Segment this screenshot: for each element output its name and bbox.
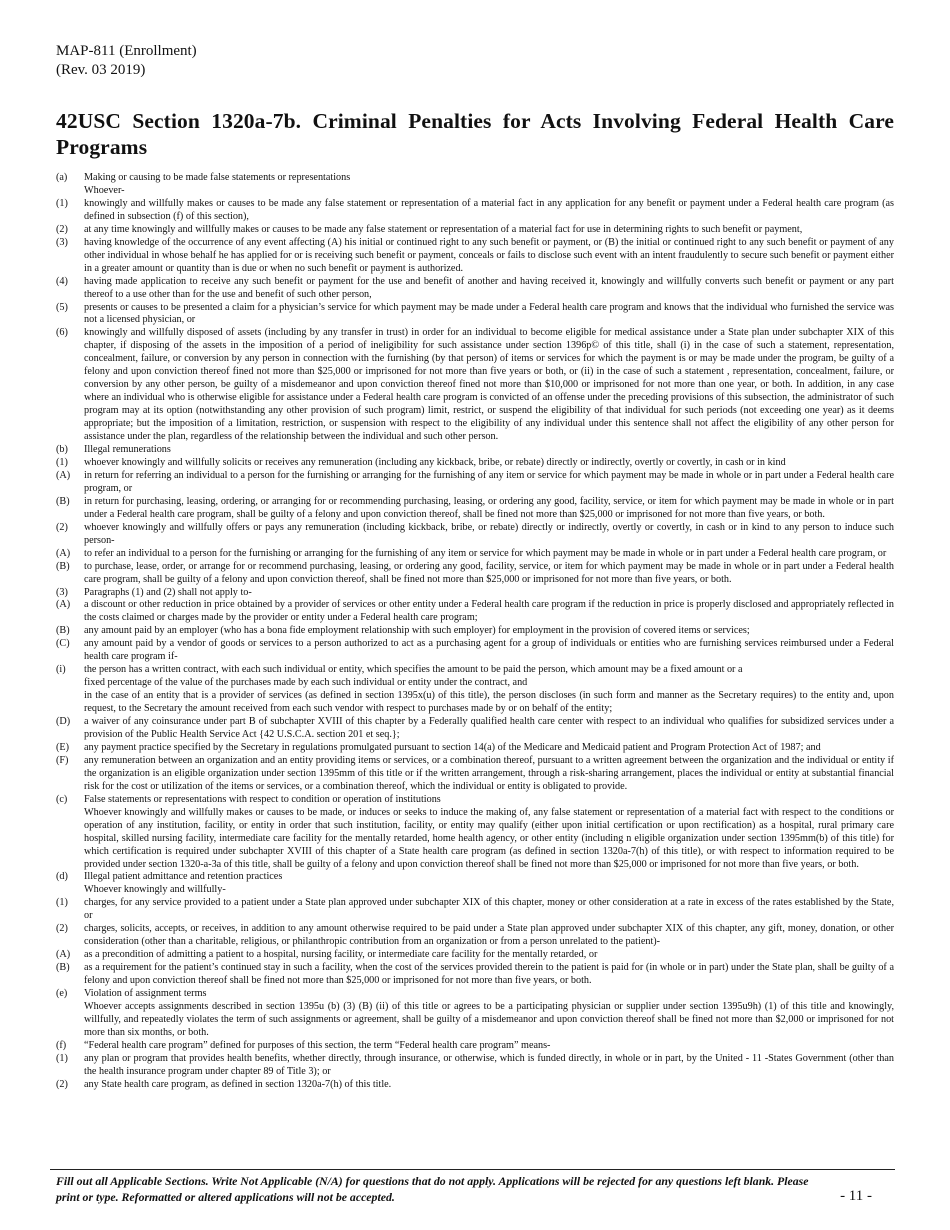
statute-paragraph [56, 224, 894, 237]
statute-paragraph [56, 794, 894, 807]
paragraph-text: Violation of assignment terms [84, 988, 207, 1000]
paragraph-label: (c) [56, 793, 68, 805]
paragraph-text: any plan or program that provides health benefits, whether directly, through insurance, or otherwise, which is funded directly, in whole or in part, by the United - 11 -States Government (other than the health insurance program under chapter 89 of Title 3); or [84, 1052, 894, 1077]
statute-paragraph [56, 716, 894, 742]
paragraph-label: (F) [56, 754, 69, 766]
statute-paragraph [56, 677, 894, 690]
paragraph-label: (B) [56, 560, 70, 572]
paragraph-text: as a requirement for the patient’s continued stay in such a facility, when the cost of the services provided therein to the patient is paid for (in whole or in part) under the State plan, shall be guilty of a felony and upon conviction thereof shall be fined not more than $25,000 or imprisoned for not more than five years, or both. [84, 962, 894, 987]
paragraph-label: (1) [56, 1052, 68, 1064]
paragraph-text: to purchase, lease, order, or arrange for or recommend purchasing, leasing, or ordering any good, facility, service, or item for which payment may be made in whole or in part under a Federal health care program, shall be guilty of a felony and upon conviction thereof, shall be fined not more than $25,000 or imprisoned for not more than five years, or both. [84, 560, 894, 585]
paragraph-text: whoever knowingly and willfully offers or pays any remuneration (including kickback, bribe, or rebate) directly or indirectly, overtly or covertly, in cash or in kind to any person to induce such person- [84, 521, 894, 546]
paragraph-text: having made application to receive any such benefit or payment for the use and benefit of another and having received it, knowingly and willfully converts such benefit or payment or any part thereof to a use other than for the use and benefit of such other person, [84, 275, 894, 300]
statute-paragraph [56, 625, 894, 638]
paragraph-text: a waiver of any coinsurance under part B of subchapter XVIII of this chapter by a Federally qualified health care center with respect to an individual who qualifies for subsidized services under a provision of the Public Health Service Act {42 U.S.C.A. section 201 et seq.}; [84, 716, 894, 740]
footer-divider [50, 1169, 895, 1170]
paragraph-indent [56, 185, 84, 198]
statute-paragraph [56, 690, 894, 716]
paragraph-text: Whoever knowingly and willfully- [84, 884, 226, 896]
paragraph-text: in the case of an entity that is a provider of services (as defined in section 1395x(u) of this title), the person discloses (in such form and manner as the Secretary requires) to the entity and, upon request, to the Secretary the amount received from each such vendor with respect to purchases made by or on behalf of the entity; [84, 690, 894, 715]
statute-paragraph [56, 988, 894, 1001]
statute-paragraph [56, 561, 894, 587]
form-identifier [56, 42, 197, 80]
form-revision: (Rev. 03 2019) [56, 62, 146, 78]
paragraph-label: (A) [56, 599, 71, 611]
paragraph-label: (D) [56, 716, 71, 728]
statute-paragraph [56, 807, 894, 872]
paragraph-indent [56, 807, 84, 872]
statute-paragraph [56, 522, 894, 548]
paragraph-text: fixed percentage of the value of the purchases made by each such individual or entity under the contract, and [84, 677, 528, 689]
paragraph-text: Illegal remunerations [84, 444, 171, 456]
paragraph-text: in return for purchasing, leasing, ordering, or arranging for or recommending purchasing, leasing, or ordering any good, facility, service, or item for which payment may be made in whole or in part under a Federal health care program, shall be guilty of a felony and upon conviction thereof, shall be fined not more than $25,000 or imprisoned for not more than five years, or both. [84, 495, 894, 520]
statute-paragraph [56, 1001, 894, 1040]
paragraph-label: (2) [56, 923, 68, 935]
page-title: 42USC Section 1320a-7b. Criminal Penalties for Acts Involving Federal Health Care Programs [56, 109, 894, 159]
paragraph-text: knowingly and willfully disposed of assets (including by any transfer in trust) in order for an individual to become eligible for medical assistance under a State plan under subchapter XIX of this chapter, if disposing of the assets in the imposition of a period of ineligibility for such assistance under section 1396p© of this title, shall (i) in the case of such a statement, representation, concealment, failure, or conversion by any person in connection with the furnishing (by that person) of items or services for which the payment is or may be made under the program, be guilty of a felony and upon conviction thereof fined not more than $25,000 or imprisoned for not more than five years or both, or (ii) in the case of such a statement , representation, concealment, failure, or conversion by any other person, be guilty of a misdemeanor and upon conviction thereof fined not more than $10,000 or imprisoned for not more than one year, or both. In addition, in any case where an individual who is otherwise eligible for assistance under a Federal health care program is convicted of an offense under the preceding provisions of this subsection, the administrator of such program may at its option (notwithstanding any other provision of such program) limit, restrict, or suspend the eligibility of that individual for such periods (not exceeding one year) as it deems appropriate; but the imposition of a limitation, restriction, or suspension with respect to the eligibility of any individual under this sentence shall not affect the eligibility of any other person for assistance under the plan, regardless of the relationship between the individual and such other person. [84, 327, 894, 443]
paragraph-indent [56, 1001, 84, 1040]
statute-paragraph [56, 871, 894, 884]
statute-paragraph [56, 496, 894, 522]
statute-body [56, 172, 894, 1092]
paragraph-text: presents or causes to be presented a claim for a physician’s service for which payment may be made under a Federal health care program and knows that the individual who furnished the service was not a licensed physician, or [84, 301, 894, 326]
paragraph-text: to refer an individual to a person for the furnishing or arranging for the furnishing of any item or service for which payment may be made in whole or in part under a Federal health care program, or [84, 547, 887, 559]
statute-paragraph [56, 599, 894, 625]
paragraph-text: charges, solicits, accepts, or receives, in addition to any amount otherwise required to be paid under a State plan approved under subchapter XIX of this chapter, any gift, money, donation, or other consideration (other than a charitable, religious, or philanthropic contribution from an organization or from a person unrelated to the patient)- [84, 923, 894, 948]
paragraph-text: charges, for any service provided to a patient under a State plan approved under subchapter XIX of this chapter, money or other consideration at a rate in excess of the rates established by the State, or [84, 897, 894, 922]
paragraph-label: (3) [56, 236, 68, 248]
paragraph-text: any amount paid by an employer (who has a bona fide employment relationship with such employer) for employment in the provision of covered items or services; [84, 625, 750, 637]
paragraph-indent [56, 884, 84, 897]
paragraph-label: (A) [56, 547, 71, 559]
statute-paragraph [56, 302, 894, 328]
paragraph-label: (f) [56, 1039, 67, 1051]
form-number: MAP-811 (Enrollment) [56, 43, 197, 59]
paragraph-text: Making or causing to be made false statements or representations [84, 172, 351, 183]
paragraph-label: (B) [56, 962, 70, 974]
paragraph-text: Whoever knowingly and willfully makes or causes to be made, or induces or seeks to induce the making of, any false statement or representation of a material fact with respect to the conditions or operation of any institution, facility, or entity in order that such institution, facility, or entity may qualify (either upon initial certification or upon rectification) as a hospital, rural primary care hospital, skilled nursing facility, intermediate care facility for the mentally retarded, home health agency, or other entity (including n eligible organization under section 1395mm(b) of this title) for which certification is required under subchapter XVIII of this chapter of a State health care program (as defined in section 1320a-7(h) of this title), or with respect to information required to be provided under section 1320-a-3a of this title, shall be guilty of a felony and upon conviction thereof shall be fined not more than $25,000 or imprisoned for not more than five years, or both. [84, 806, 894, 870]
page-number: - 11 - [840, 1188, 872, 1204]
paragraph-label: (1) [56, 456, 68, 468]
statute-paragraph [56, 638, 894, 664]
paragraph-text: whoever knowingly and willfully solicits or receives any remuneration (including any kickback, bribe, or rebate) directly or indirectly, overtly or covertly, in cash or in kind [84, 456, 786, 468]
statute-paragraph [56, 1053, 894, 1079]
paragraph-text: Whoever- [84, 184, 125, 196]
paragraph-label: (B) [56, 625, 70, 637]
paragraph-label: (C) [56, 638, 70, 650]
statute-paragraph [56, 276, 894, 302]
statute-paragraph [56, 198, 894, 224]
paragraph-label: (6) [56, 327, 68, 339]
statute-paragraph [56, 587, 894, 600]
paragraph-label: (A) [56, 949, 71, 961]
paragraph-label: (1) [56, 897, 68, 909]
statute-paragraph [56, 444, 894, 457]
paragraph-text: knowingly and willfully makes or causes to be made any false statement or representation of a material fact in any application for any benefit or payment under a Federal health care program (as defined in subsection (f) of this section), [84, 197, 894, 222]
paragraph-indent [56, 690, 84, 716]
paragraph-label: (A) [56, 469, 71, 481]
paragraph-label: (i) [56, 664, 66, 676]
paragraph-text: “Federal health care program” defined for purposes of this section, the term “Federal health care program” means- [84, 1039, 551, 1051]
paragraph-label: (E) [56, 741, 70, 753]
paragraph-indent [56, 677, 84, 690]
statute-paragraph [56, 185, 894, 198]
footer-notice: Fill out all Applicable Sections. Write Not Applicable (N/A) for questions that do not apply. Applications will be rejected for any questions left blank. Please print or type. Reformatted or altered applications will not be accepted. [56, 1174, 809, 1204]
paragraph-text: False statements or representations with respect to condition or operation of institutions [84, 793, 441, 805]
paragraph-label: (1) [56, 197, 68, 209]
paragraph-text: in return for referring an individual to a person for the furnishing or arranging for the furnishing of any item or service for which payment may be made in whole or in part under a Federal health care program, or [84, 469, 894, 494]
paragraph-text: the person has a written contract, with each such individual or entity, which specifies the amount to be paid the person, which amount may be a fixed amount or a [84, 664, 743, 676]
statute-paragraph [56, 755, 894, 794]
paragraph-text: any remuneration between an organization and an entity providing items or services, or a combination thereof, pursuant to a written agreement between the organization and the individual or entity if the organization is an eligible organization under section 1395mm of this title or if the written arrangement, through a risk-sharing arrangement, places the individual or entity at substantial financial risk for the cost or utilization of the items or services, or a combination thereof, which the individual or entity is obligated to provide. [84, 754, 894, 792]
paragraph-label: (d) [56, 871, 68, 883]
statute-paragraph [56, 548, 894, 561]
paragraph-label: (3) [56, 586, 68, 598]
paragraph-text: a discount or other reduction in price obtained by a provider of services or other entity under a Federal health care program if the reduction in price is properly disclosed and appropriately reflected in the costs claimed or charges made by the provider or entity under a Federal health care program; [84, 599, 894, 624]
paragraph-text: having knowledge of the occurrence of any event affecting (A) his initial or continued right to any such benefit or payment, or (B) the initial or continued right to any such benefit or payment of any other individual in whose behalf he has applied for or is receiving such benefit or payment, conceals or fails to disclose such event with an intent fraudulently to secure such benefit or payment either in a greater amount or quantity than is due or when no such benefit or payment is authorized. [84, 236, 894, 274]
paragraph-text: any payment practice specified by the Secretary in regulations promulgated pursuant to section 14(a) of the Medicare and Medicaid patient and Program Protection Act of 1987; and [84, 741, 821, 753]
paragraph-text: any State health care program, as defined in section 1320a-7(h) of this title. [84, 1078, 392, 1090]
paragraph-text: at any time knowingly and willfully makes or causes to be made any false statement or representation of a material fact for use in determining rights to such benefit or payment, [84, 223, 803, 235]
statute-paragraph [56, 897, 894, 923]
statute-paragraph [56, 237, 894, 276]
paragraph-label: (b) [56, 444, 68, 456]
paragraph-label: (5) [56, 301, 68, 313]
paragraph-label: (B) [56, 495, 70, 507]
statute-paragraph [56, 962, 894, 988]
paragraph-text: as a precondition of admitting a patient to a hospital, nursing facility, or intermediate care facility for the mentally retarded, or [84, 949, 598, 961]
statute-paragraph [56, 884, 894, 897]
statute-paragraph [56, 470, 894, 496]
paragraph-label: (2) [56, 1078, 68, 1090]
statute-paragraph [56, 923, 894, 949]
paragraph-text: Illegal patient admittance and retention practices [84, 871, 283, 883]
paragraph-label: (4) [56, 275, 68, 287]
statute-paragraph [56, 742, 894, 755]
paragraph-text: Paragraphs (1) and (2) shall not apply to- [84, 586, 252, 598]
statute-paragraph [56, 949, 894, 962]
statute-paragraph [56, 457, 894, 470]
paragraph-text: any amount paid by a vendor of goods or services to a person authorized to act as a purchasing agent for a group of individuals or entities who are furnishing services reimbursed under a Federal health care program if- [84, 638, 894, 663]
statute-paragraph [56, 1079, 894, 1092]
paragraph-label: (a) [56, 172, 68, 183]
statute-paragraph [56, 1040, 894, 1053]
paragraph-label: (2) [56, 223, 68, 235]
statute-paragraph [56, 664, 894, 677]
statute-paragraph [56, 172, 894, 185]
paragraph-label: (e) [56, 988, 68, 1000]
statute-paragraph [56, 327, 894, 444]
paragraph-text: Whoever accepts assignments described in section 1395u (b) (3) (B) (ii) of this title or agrees to be a participating physician or supplier under section 1395u9h) (1) of this title and knowingly, willfully, and repeatedly violates the term of such assignments or agreement, shall be guilty of a misdemeanor and upon conviction thereof shall be fined not more than $2,000 or imprisoned for not more than six months, or both. [84, 1001, 894, 1038]
paragraph-label: (2) [56, 521, 68, 533]
